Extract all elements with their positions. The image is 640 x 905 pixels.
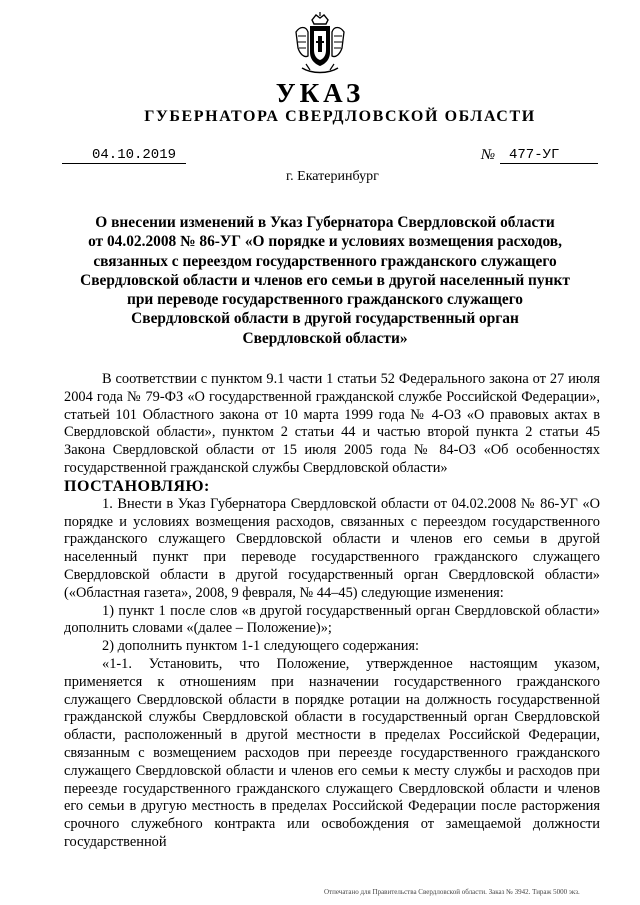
- item-1-subitem-2: 2) дополнить пунктом 1-1 следующего содержания:: [102, 638, 420, 655]
- print-footer: Отпечатано для Правительства Свердловской области. Заказ № 3942. Тираж 5000 экз.: [324, 888, 580, 896]
- heading-line: при переводе государственного гражданского служащего: [127, 291, 523, 309]
- heading-line: О внесении изменений в Указ Губернатора Свердловской области: [95, 214, 555, 231]
- item-1-quoted-text: «1-1. Установить, что Положение, утвержденное настоящим указом, применяется к отношениям при назначении государственного гражданского служащего Свердловской области в порядке ротации на должность государственной гражданской службы Свердловской области в государственный орган Свердловской области, расположенный в другой местности в пределах Российской Федерации, связанным с возмещением расходов при переезде государственного гражданского служащего Свердловской области и членов его семьи к месту службы и расходов при переезде государственного гражданского служащего Свердловской области и членов его семьи в другую местность в пределах Российской Федерации после расторжения срочного служебного контракта или освобождения от замещаемой должности государственной: [64, 655, 600, 850]
- heading-line: от 04.02.2008 № 86-УГ «О порядке и условиях возмещения расходов,: [88, 233, 562, 251]
- number-underline: [500, 163, 598, 164]
- decree-date: 04.10.2019: [92, 147, 177, 163]
- decree-title: УКАЗ: [275, 78, 365, 108]
- coat-of-arms-emblem: [292, 12, 348, 76]
- item-1-subitem-1: 1) пункт 1 после слов «в другой государственный орган Свердловской области» дополнить словами «(далее – Положение)»;: [64, 602, 600, 637]
- heading-line: Свердловской области в другой государственный орган: [131, 310, 519, 328]
- date-underline: [62, 163, 186, 164]
- decree-number: 477-УГ: [509, 147, 560, 163]
- item-1-paragraph: 1. Внести в Указ Губернатора Свердловской области от 04.02.2008 № 86-УГ «О порядке и условиях возмещения расходов, связанных с переездом государственного гражданского служащего Свердловской области и членов его семьи в другой населенный пункт при переводе государственного гражданского служащего Свердловской области в другой государственный орган Свердловской области» («Областная газета», 2008, 9 февраля, № 44–45) следующие изменения:: [64, 495, 600, 601]
- number-sign: №: [481, 147, 496, 163]
- issuer-subtitle: ГУБЕРНАТОРА СВЕРДЛОВСКОЙ ОБЛАСТИ: [144, 108, 536, 125]
- heading-line: Свердловской области и членов его семьи в другой населенный пункт: [80, 271, 570, 289]
- document-heading: [60, 213, 590, 348]
- preamble-paragraph: В соответствии с пунктом 9.1 части 1 статьи 52 Федерального закона от 27 июля 2004 года № 79-ФЗ «О государственной гражданской службе Российской Федерации», статьей 101 Областного закона от 10 марта 1999 года № 4-ОЗ «О правовых актах в Свердловской области», пунктом 2 статьи 44 и частью второй пункта 2 статьи 45 Закона Свердловской области от 15 июля 2005 года № 84-ОЗ «Об особенностях государственной гражданской службы Свердловской области»: [64, 371, 600, 476]
- city-name: г. Екатеринбург: [286, 169, 379, 184]
- document-body: [64, 371, 600, 852]
- heading-line: Свердловской области»: [242, 329, 408, 347]
- heading-line: связанных с переездом государственного гражданского служащего: [93, 252, 557, 270]
- decree-statement: ПОСТАНОВЛЯЮ:: [64, 477, 210, 495]
